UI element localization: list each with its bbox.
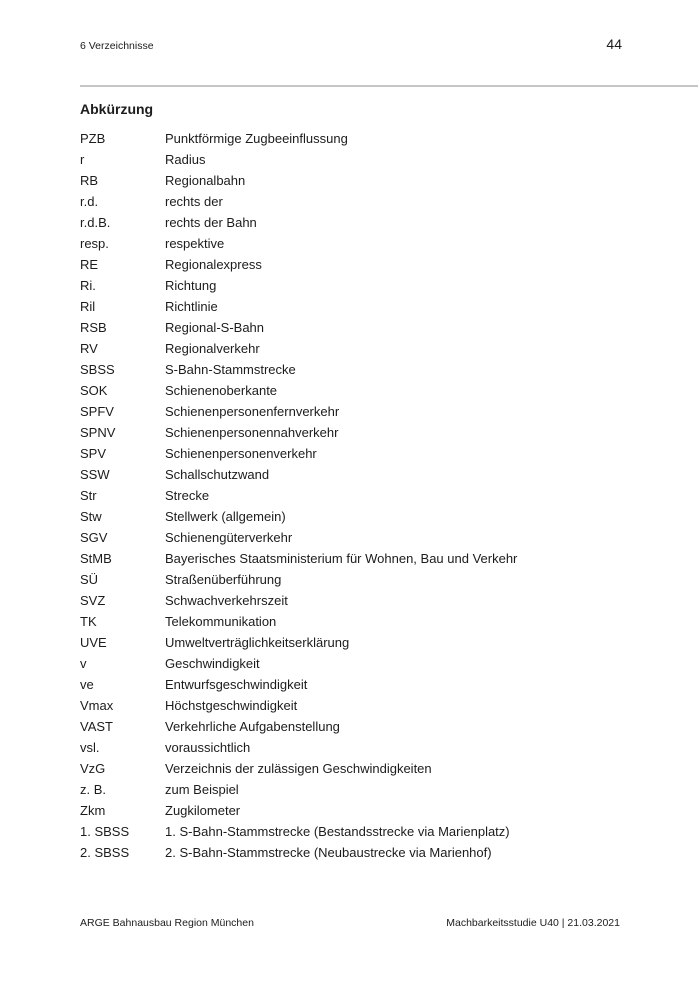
abbreviation-row — [80, 149, 670, 170]
abbreviation-definition: Strecke — [165, 488, 210, 503]
abbreviation-definition: Verzeichnis der zulässigen Geschwindigkeiten — [165, 761, 432, 776]
abbreviation-row — [80, 380, 670, 401]
abbreviation-definition: respektive — [165, 236, 225, 251]
abbreviation-term: z. B. — [80, 782, 107, 797]
abbreviation-row — [80, 674, 670, 695]
abbreviation-definition: S-Bahn-Stammstrecke — [165, 362, 296, 377]
abbreviation-definition: Punktförmige Zugbeeinflussung — [165, 131, 348, 146]
abbreviation-row — [80, 842, 670, 863]
abbreviation-definition: Stellwerk (allgemein) — [165, 509, 286, 524]
abbreviation-term: SPV — [80, 446, 107, 461]
abbreviation-row — [80, 695, 670, 716]
abbreviation-definition: Schienenpersonenfernverkehr — [165, 404, 340, 419]
abbreviation-definition: Zugkilometer — [165, 803, 241, 818]
abbreviation-term: UVE — [80, 635, 107, 650]
abbreviation-row — [80, 716, 670, 737]
abbreviation-term: SÜ — [80, 572, 99, 587]
abbreviation-term: v — [80, 656, 87, 671]
abbreviation-term: Str — [80, 488, 97, 503]
page-title: Abkürzung — [80, 101, 154, 117]
abbreviation-row — [80, 653, 670, 674]
abbreviation-row — [80, 464, 670, 485]
abbreviation-term: RE — [80, 257, 99, 272]
abbreviation-term: RV — [80, 341, 98, 356]
abbreviation-row — [80, 401, 670, 422]
abbreviation-term: ve — [80, 677, 94, 692]
abbreviation-definition: Bayerisches Staatsministerium für Wohnen, Bau und Verkehr — [165, 551, 518, 566]
abbreviation-row — [80, 128, 670, 149]
footer-document-info: Machbarkeitsstudie U40 | 21.03.2021 — [446, 917, 620, 929]
abbreviation-definition: 1. S-Bahn-Stammstrecke (Bestandsstrecke via Marienplatz) — [165, 824, 510, 839]
abbreviation-term: Ri. — [80, 278, 96, 293]
abbreviation-term: Stw — [80, 509, 102, 524]
abbreviation-row — [80, 275, 670, 296]
abbreviation-term: SPFV — [80, 404, 114, 419]
abbreviation-term: VzG — [80, 761, 106, 776]
page-header — [80, 36, 622, 52]
abbreviation-row — [80, 422, 670, 443]
abbreviation-definition: Regional-S-Bahn — [165, 320, 265, 335]
abbreviation-row — [80, 485, 670, 506]
abbreviation-term: r — [80, 152, 85, 167]
abbreviation-definition: Entwurfsgeschwindigkeit — [165, 677, 308, 692]
abbreviation-definition: zum Beispiel — [165, 782, 239, 797]
abbreviation-definition: Schienenoberkante — [165, 383, 278, 398]
abbreviation-definition: Umweltverträglichkeitserklärung — [165, 635, 350, 650]
page-footer — [80, 917, 620, 929]
abbreviation-row — [80, 590, 670, 611]
abbreviation-row — [80, 737, 670, 758]
abbreviation-definition: Regionalexpress — [165, 257, 262, 272]
abbreviation-term: Vmax — [80, 698, 114, 713]
abbreviation-term: SOK — [80, 383, 108, 398]
abbreviation-row — [80, 317, 670, 338]
abbreviation-row — [80, 548, 670, 569]
abbreviation-definition: Geschwindigkeit — [165, 656, 260, 671]
header-divider — [80, 85, 698, 87]
abbreviation-definition: Schienenpersonennahverkehr — [165, 425, 339, 440]
abbreviation-row — [80, 443, 670, 464]
abbreviation-term: Ril — [80, 299, 96, 314]
abbreviation-row — [80, 758, 670, 779]
abbreviation-term: 2. SBSS — [80, 845, 130, 860]
abbreviation-term: resp. — [80, 236, 109, 251]
abbreviation-term: RB — [80, 173, 99, 188]
abbreviation-row — [80, 821, 670, 842]
abbreviation-term: StMB — [80, 551, 112, 566]
abbreviation-term: SSW — [80, 467, 110, 482]
abbreviation-row — [80, 212, 670, 233]
abbreviation-definition: Schwachverkehrszeit — [165, 593, 288, 608]
abbreviation-row — [80, 170, 670, 191]
footer-organization: ARGE Bahnausbau Region München — [80, 917, 254, 929]
abbreviation-definition: voraussichtlich — [165, 740, 251, 755]
abbreviation-definition: Höchstgeschwindigkeit — [165, 698, 298, 713]
abbreviation-term: RSB — [80, 320, 107, 335]
abbreviation-term: r.d. — [80, 194, 99, 209]
abbreviation-term: TK — [80, 614, 97, 629]
abbreviation-term: vsl. — [80, 740, 100, 755]
abbreviation-definition: Straßenüberführung — [165, 572, 282, 587]
abbreviation-list — [80, 128, 670, 863]
abbreviation-term: SGV — [80, 530, 108, 545]
abbreviation-term: SBSS — [80, 362, 115, 377]
abbreviation-row — [80, 527, 670, 548]
abbreviation-row — [80, 800, 670, 821]
abbreviation-definition: 2. S-Bahn-Stammstrecke (Neubaustrecke via Marienhof) — [165, 845, 492, 860]
abbreviation-definition: Telekommunikation — [165, 614, 277, 629]
abbreviation-term: r.d.B. — [80, 215, 111, 230]
abbreviation-row — [80, 779, 670, 800]
abbreviation-term: PZB — [80, 131, 106, 146]
abbreviation-row — [80, 296, 670, 317]
abbreviation-term: SVZ — [80, 593, 106, 608]
abbreviation-row — [80, 506, 670, 527]
abbreviation-row — [80, 569, 670, 590]
abbreviation-definition: rechts der Bahn — [165, 215, 257, 230]
abbreviation-definition: Radius — [165, 152, 206, 167]
abbreviation-row — [80, 191, 670, 212]
abbreviation-term: 1. SBSS — [80, 824, 130, 839]
abbreviation-definition: Regionalbahn — [165, 173, 246, 188]
abbreviation-definition: Schienengüterverkehr — [165, 530, 293, 545]
abbreviation-row — [80, 632, 670, 653]
abbreviation-definition: Regionalverkehr — [165, 341, 260, 356]
header-section-label: 6 Verzeichnisse — [80, 40, 154, 52]
abbreviation-row — [80, 338, 670, 359]
abbreviation-definition: Richtung — [165, 278, 217, 293]
abbreviation-definition: Verkehrliche Aufgabenstellung — [165, 719, 340, 734]
abbreviation-row — [80, 611, 670, 632]
abbreviation-term: Zkm — [80, 803, 106, 818]
abbreviation-definition: Schallschutzwand — [165, 467, 270, 482]
page-number: 44 — [606, 36, 622, 52]
abbreviation-row — [80, 359, 670, 380]
abbreviation-row — [80, 254, 670, 275]
abbreviation-definition: Richtlinie — [165, 299, 218, 314]
abbreviation-definition: Schienenpersonenverkehr — [165, 446, 317, 461]
abbreviation-row — [80, 233, 670, 254]
abbreviation-term: VAST — [80, 719, 113, 734]
abbreviation-term: SPNV — [80, 425, 116, 440]
abbreviation-definition: rechts der — [165, 194, 223, 209]
